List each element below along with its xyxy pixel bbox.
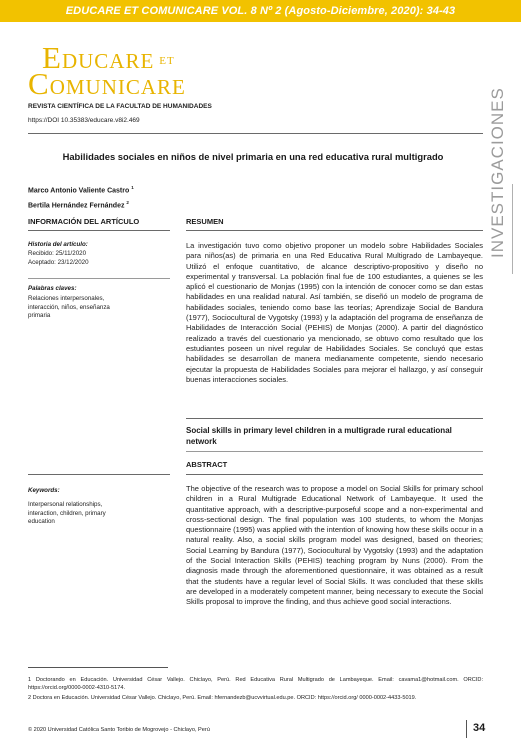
divider [28,230,170,231]
journal-logo [28,40,228,102]
divider [186,418,483,419]
section-label: INVESTIGACIONES [488,87,507,258]
logo-line-comunicare: COMUNICARE [28,66,186,101]
divider [28,278,170,279]
divider [186,474,483,475]
journal-header-bar [0,0,521,22]
divider [186,451,483,452]
history-label: Historia del artículo: [28,241,88,248]
resumen-text: La investigación tuvo como objetivo proponer un modelo sobre Habilidades Sociales para niños(as) de primaria en una Red Educativa Rural Multigrado de Lambayeque. Utilizó el enfoque cuantitativo, de alcance descriptivo-propositivo y diseño no experimental y transversal. La población final fue de 100 estudiantes, a quienes se les aplicó el cuestionario de Monjas (1995) con la intención de conocer como se dan estas habilidades en una realidad natural. Así también, se diseñó un modelo de programa de habilidades sociales, teniendo como base las teorías; Aprendizaje Social de Bandura (1977), Sociocultural de Vygotsky (1993) y la adaptación del programa de enseñanza de Habilidades de Interacción Social (PEHIS) de Monjas (2000). A partir del diagnóstico realizado a través del cuestionario ya mencionado, se obtuvo como resultado que los estudiantes poseen un nivel regular de Habilidades Sociales. Se concluyó que estas habilidades se desarrollan de manera medianamente competente, siendo necesario ejecutar la propuesta de Habilidades Sociales para mejorar el hallazgo, y así conseguir buenas interacciones sociales. [186,241,483,384]
english-title: Social skills in primary level children in a multigrade rural educational network [186,426,452,446]
page-number: 34 [473,722,486,734]
accepted-date: Aceptado: 23/12/2020 [28,259,89,266]
page-number-divider [466,720,467,738]
keywords-es-label: Palabras claves: [28,285,77,292]
footnote-2: 2 Doctora en Educación. Universidad César Vallejo. Chiclayo, Perú. Email: hfernandezb@ucvvirtual.edu.pe. ORCID: https://orcid.org/ 0000-0002-4433-5019. [28,695,417,701]
doi-link[interactable]: https://DOI 10.35383/educare.v8i2.469 [28,117,140,124]
article-title: Habilidades sociales en niños de nivel primaria en una red educativa rural multigrado [62,151,444,162]
keywords-en: Interpersonal relationships, interaction, children, primary education [28,501,106,526]
received-date: Recibido: 25/11/2020 [28,250,87,257]
article-info-heading: INFORMACIÓN DEL ARTÍCULO [28,217,140,226]
divider [186,230,483,231]
author-2: Bertila Hernández Fernández $^2$ [28,200,129,210]
journal-subtitle: REVISTA CIENTÍFICA DE LA FACULTAD DE HUMANIDADES [28,103,212,110]
section-marker-line [512,184,513,274]
author-1: Marco Antonio Valiente Castro $^1$ [28,185,134,195]
resumen-heading: RESUMEN [186,217,224,226]
abstract-text: The objective of the research was to propose a model on Social Skills for primary school children in a Rural Multigrade Educational Network of Lambayeque. It used the quantitative approach, with a descriptive-purposeful scope and a non-experimental and cross-sectional design. The final population was 100 students, to whom the Monjas questionnaire (1995) was applied with the intention of knowing how these skills occur in a natural reality. Also, a social skills program model was designed, based on theories; Social Learning by Bandura (1977), Sociocultural by Vygotsky (1993) and the adaptation of the Social Interaction Skills (PEHIS) teaching program by Nuns (2000). From the diagnosis made through the aforementioned questionnaire, it was obtained as a result that the students have a regular level of Social Skills. It was concluded that these skills are developed in a moderately competent manner, being necessary to execute the Social Skills proposal to improve the finding, and thus achieve good social interactions. [186,484,483,607]
divider [28,133,483,134]
keywords-en-label: Keywords: [28,487,60,494]
copyright: © 2020 Universidad Católica Santo Toribio de Mogrovejo - Chiclayo, Perú [28,727,210,733]
footnote-divider [28,667,168,668]
journal-header-text: EDUCARE ET COMUNICARE VOL. 8 Nº 2 (Agosto-Diciembre, 2020): 34-43 [65,5,456,17]
author-list [28,182,134,213]
logo-line-educare: EDUCARE ET [42,40,175,75]
footnote-1: 1 Doctorando en Educación. Universidad César Vallejo. Chiclayo, Perú. Red Educativa Rural Multigrado de Lambayeque. Email: cavama1@hotmail.com. ORCID: https://orcid.org/0000-0002-4310-5174. [28,677,483,691]
keywords-es: Relaciones interpersonales, interacción, niños, enseñanza primaria [28,295,110,320]
abstract-heading: ABSTRACT [186,460,228,469]
divider [28,474,170,475]
